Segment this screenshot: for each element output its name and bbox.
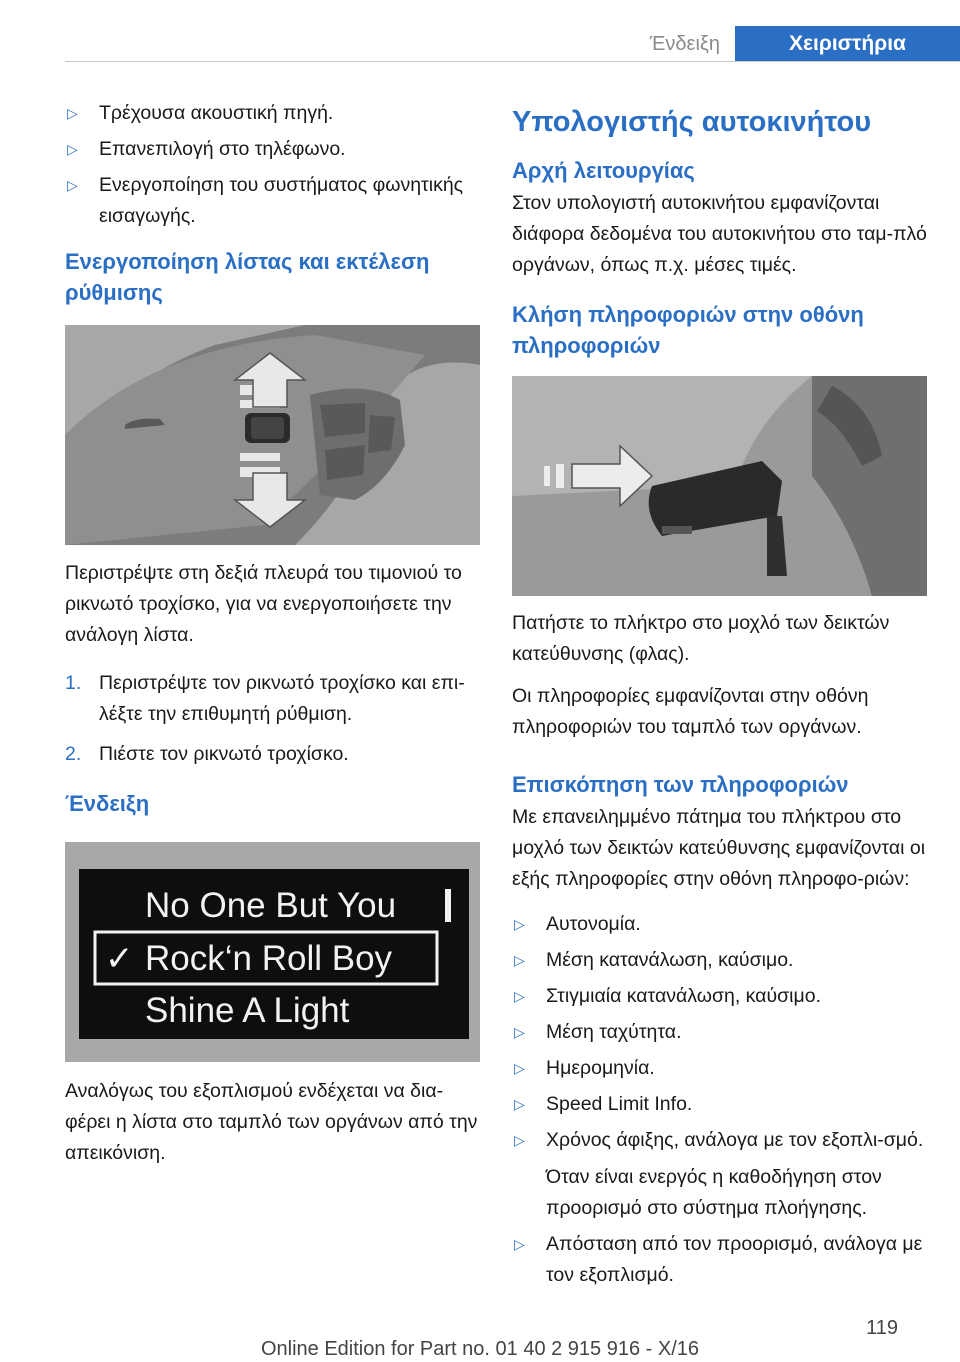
right-column	[512, 98, 927, 1296]
bullet-list-top	[65, 98, 480, 232]
triangle-bullet-icon: ▷	[514, 952, 525, 968]
list-item: ▷ Απόσταση από τον προορισμό, ανάλογα με τον εξοπλισμό.	[512, 1229, 927, 1291]
triangle-bullet-icon: ▷	[514, 1024, 525, 1040]
triangle-bullet-icon: ▷	[514, 988, 525, 1004]
display-row-3: Shine A Light	[145, 991, 350, 1030]
heading-overview: Επισκόπηση των πληροφοριών	[512, 772, 849, 797]
heading-activate-list: Ενεργοποίηση λίστας και εκτέλεση ρύθμισης	[65, 249, 430, 305]
page-number: 119	[866, 1317, 898, 1339]
list-item: ▷ Στιγμιαία κατανάλωση, καύσιμο.	[512, 981, 927, 1012]
page-header	[0, 0, 960, 62]
step-item: 1. Περιστρέψτε τον ρικνωτό τροχίσκο και επι-λέξτε την επιθυμητή ρύθμιση.	[65, 672, 465, 725]
steps-list	[65, 668, 480, 770]
checkmark-icon: ✓	[105, 939, 134, 979]
steering-wheel-figure	[65, 325, 480, 545]
footer-edition: Online Edition for Part no. 01 40 2 915 916 - X/16	[260, 1338, 700, 1360]
list-item: ▷ Μέση κατανάλωση, καύσιμο.	[512, 945, 927, 976]
triangle-bullet-icon: ▷	[514, 1132, 525, 1148]
heading-principle: Αρχή λειτουργίας	[512, 158, 695, 183]
turn-signal-lever-figure	[512, 376, 927, 596]
list-item: ▷ Ενεργοποίηση του συστήματος φωνητικής εισαγωγής.	[65, 170, 480, 232]
heading-display: Ένδειξη	[65, 791, 150, 816]
paragraph-principle: Στον υπολογιστή αυτοκινήτου εμφανίζονται διάφορα δεδομένα του αυτοκινήτου στο ταμ-πλό οργάνων, όπως π.χ. μέσες τιμές.	[512, 192, 927, 276]
paragraph-info-shown: Οι πληροφορίες εμφανίζονται στην οθόνη πληροφοριών του ταμπλό των οργάνων.	[512, 685, 869, 738]
triangle-bullet-icon: ▷	[514, 1096, 525, 1112]
list-item: ▷ Speed Limit Info.	[512, 1089, 927, 1120]
list-item-note: Όταν είναι ενεργός η καθοδήγηση στον προορισμό στο σύστημα πλοήγησης.	[546, 1166, 882, 1219]
list-item: ▷ Επανεπιλογή στο τηλέφωνο.	[65, 134, 480, 165]
paragraph-overview: Με επανειλημμένο πάτημα του πλήκτρου στο μοχλό των δεικτών κατεύθυνσης εμφανίζονται οι εξής πληροφορίες στην οθόνη πληροφο-ριών:	[512, 806, 926, 890]
section-title: Υπολογιστής αυτοκινήτου	[512, 106, 872, 138]
list-item: ▷ Μέση ταχύτητα.	[512, 1017, 927, 1048]
triangle-bullet-icon: ▷	[514, 916, 525, 932]
list-item: ▷ Αυτονομία.	[512, 909, 927, 940]
list-item: ▷ Χρόνος άφιξης, ανάλογα με τον εξοπλι-σμό. Όταν είναι ενεργός η καθοδήγηση στον προορισμό στο σύστημα πλοήγησης.	[512, 1125, 927, 1224]
header-section: Ένδειξη	[649, 33, 720, 55]
left-column	[65, 98, 480, 1169]
triangle-bullet-icon: ▷	[67, 141, 78, 157]
display-row-1: No One But You	[145, 886, 397, 925]
triangle-bullet-icon: ▷	[514, 1236, 525, 1252]
paragraph-display-note: Αναλόγως του εξοπλισμού ενδέχεται να δια-φέρει η λίστα στο ταμπλό των οργάνων από την απεικόνιση.	[65, 1080, 478, 1164]
triangle-bullet-icon: ▷	[514, 1060, 525, 1076]
heading-call-info: Κλήση πληροφοριών στην οθόνη πληροφοριών	[512, 302, 864, 358]
display-row-2-selected: Rock‘n Roll Boy	[145, 939, 393, 978]
triangle-bullet-icon: ▷	[67, 105, 78, 121]
display-list-figure	[65, 842, 480, 1062]
step-item: 2. Πιέστε τον ρικνωτό τροχίσκο.	[65, 743, 349, 765]
info-items-list	[512, 909, 927, 1291]
header-chapter-tab: Χειριστήρια	[735, 26, 960, 62]
header-rule	[65, 61, 960, 62]
paragraph-press-button: Πατήστε το πλήκτρο στο μοχλό των δεικτών κατεύθυνσης (φλας).	[512, 612, 890, 665]
list-item: ▷ Τρέχουσα ακουστική πηγή.	[65, 98, 480, 129]
triangle-bullet-icon: ▷	[67, 177, 78, 193]
paragraph-rotate: Περιστρέψτε στη δεξιά πλευρά του τιμονιού το ρικνωτό τροχίσκο, για να ενεργοποιήσετε την ανάλογη λίστα.	[65, 562, 462, 646]
list-item: ▷ Ημερομηνία.	[512, 1053, 927, 1084]
